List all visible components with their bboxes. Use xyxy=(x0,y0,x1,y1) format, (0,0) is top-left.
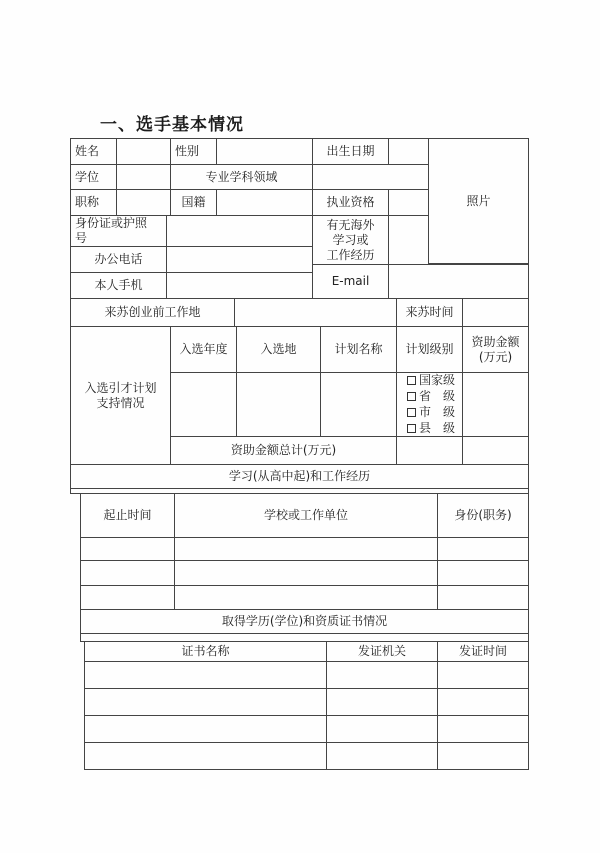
birth-label: 出生日期 xyxy=(312,138,389,165)
name-label: 姓名 xyxy=(70,138,117,165)
talent-plan-label xyxy=(70,326,171,465)
title-field[interactable] xyxy=(116,189,171,216)
email-field[interactable] xyxy=(388,264,529,299)
plan-name-header: 计划名称 xyxy=(320,326,397,373)
mobile-label: 本人手机 xyxy=(70,272,167,299)
overseas-label-line1: 有无海外 xyxy=(326,217,375,232)
period-cell[interactable] xyxy=(80,537,175,561)
nationality-label: 国籍 xyxy=(170,189,217,216)
total-amount-field[interactable] xyxy=(396,436,463,465)
gender-label: 性别 xyxy=(170,138,217,165)
degree-field[interactable] xyxy=(116,164,171,190)
total-amount-extra[interactable] xyxy=(462,436,529,465)
email-label: E-mail xyxy=(312,264,389,299)
issue-time-cell[interactable] xyxy=(437,715,529,743)
study-work-heading: 学习(从高中起)和工作经历 xyxy=(70,464,529,489)
plan-level-options xyxy=(396,372,463,437)
title-label: 职称 xyxy=(70,189,117,216)
cert-name-cell[interactable] xyxy=(84,742,327,770)
period-cell[interactable] xyxy=(80,585,175,610)
school-cell[interactable] xyxy=(174,537,438,561)
gender-field[interactable] xyxy=(216,138,313,165)
issuer-cell[interactable] xyxy=(326,661,438,689)
office-phone-label: 办公电话 xyxy=(70,246,167,273)
amount-header-line1: 资助金额 xyxy=(471,334,520,349)
id-field[interactable] xyxy=(166,215,313,247)
period-cell[interactable] xyxy=(80,560,175,586)
position-cell[interactable] xyxy=(437,560,529,586)
birth-field[interactable] xyxy=(388,138,429,165)
id-label-line2: 号 xyxy=(75,231,88,245)
field-label: 专业学科领域 xyxy=(170,164,313,190)
level-option-city[interactable] xyxy=(407,405,455,420)
degree-label: 学位 xyxy=(70,164,117,190)
amount-field[interactable] xyxy=(462,372,529,437)
plan-level-header: 计划级别 xyxy=(396,326,463,373)
level-option-label: 县 级 xyxy=(419,421,456,435)
level-option-province[interactable] xyxy=(407,389,455,404)
position-cell[interactable] xyxy=(437,537,529,561)
talent-plan-label-line1: 入选引才计划 xyxy=(84,380,157,395)
checkbox-icon[interactable] xyxy=(407,376,416,385)
overseas-field[interactable] xyxy=(388,215,429,265)
level-option-label: 省 级 xyxy=(419,389,456,403)
overseas-label xyxy=(312,215,389,265)
license-field[interactable] xyxy=(388,189,429,216)
select-year-field[interactable] xyxy=(170,372,237,437)
id-label-line1: 身份证或护照 xyxy=(75,216,148,230)
school-cell[interactable] xyxy=(174,585,438,610)
name-field[interactable] xyxy=(116,138,171,165)
arrive-time-label: 来苏时间 xyxy=(396,298,463,327)
amount-header xyxy=(462,326,529,373)
level-option-label: 市 级 xyxy=(419,405,456,419)
school-cell[interactable] xyxy=(174,560,438,586)
nationality-field[interactable] xyxy=(216,189,313,216)
overseas-label-line2: 学习或 xyxy=(332,232,369,247)
issuer-cell[interactable] xyxy=(326,715,438,743)
school-header: 学校或工作单位 xyxy=(174,493,438,538)
id-label xyxy=(70,215,167,247)
select-place-field[interactable] xyxy=(236,372,321,437)
amount-header-line2: (万元) xyxy=(478,349,513,364)
issuer-header: 发证机关 xyxy=(326,641,438,662)
level-option-county[interactable] xyxy=(407,421,455,436)
cert-name-cell[interactable] xyxy=(84,661,327,689)
cert-heading: 取得学历(学位)和资质证书情况 xyxy=(80,609,529,634)
talent-plan-label-line2: 支持情况 xyxy=(96,395,145,410)
checkbox-icon[interactable] xyxy=(407,392,416,401)
overseas-label-line3: 工作经历 xyxy=(326,247,375,262)
total-amount-label: 资助金额总计(万元) xyxy=(170,436,397,465)
issue-time-cell[interactable] xyxy=(437,661,529,689)
issue-time-header: 发证时间 xyxy=(437,641,529,662)
issue-time-cell[interactable] xyxy=(437,688,529,716)
mobile-field[interactable] xyxy=(166,272,313,299)
cert-name-header: 证书名称 xyxy=(84,641,327,662)
checkbox-icon[interactable] xyxy=(407,424,416,433)
issuer-cell[interactable] xyxy=(326,688,438,716)
cert-name-cell[interactable] xyxy=(84,688,327,716)
cert-name-cell[interactable] xyxy=(84,715,327,743)
arrive-time-field[interactable] xyxy=(462,298,529,327)
period-header: 起止时间 xyxy=(80,493,175,538)
issue-time-cell[interactable] xyxy=(437,742,529,770)
prev-work-field[interactable] xyxy=(234,298,397,327)
level-option-national[interactable] xyxy=(407,373,455,388)
photo-box[interactable]: 照片 xyxy=(428,138,529,264)
issuer-cell[interactable] xyxy=(326,742,438,770)
position-header: 身份(职务) xyxy=(437,493,529,538)
position-cell[interactable] xyxy=(437,585,529,610)
plan-name-field[interactable] xyxy=(320,372,397,437)
field-input[interactable] xyxy=(312,164,429,190)
prev-work-label: 来苏创业前工作地 xyxy=(70,298,235,327)
select-year-header: 入选年度 xyxy=(170,326,237,373)
checkbox-icon[interactable] xyxy=(407,408,416,417)
level-option-label: 国家级 xyxy=(419,373,456,387)
select-place-header: 入选地 xyxy=(236,326,321,373)
office-phone-field[interactable] xyxy=(166,246,313,273)
license-label: 执业资格 xyxy=(312,189,389,216)
section-title: 一、选手基本情况 xyxy=(100,115,244,135)
